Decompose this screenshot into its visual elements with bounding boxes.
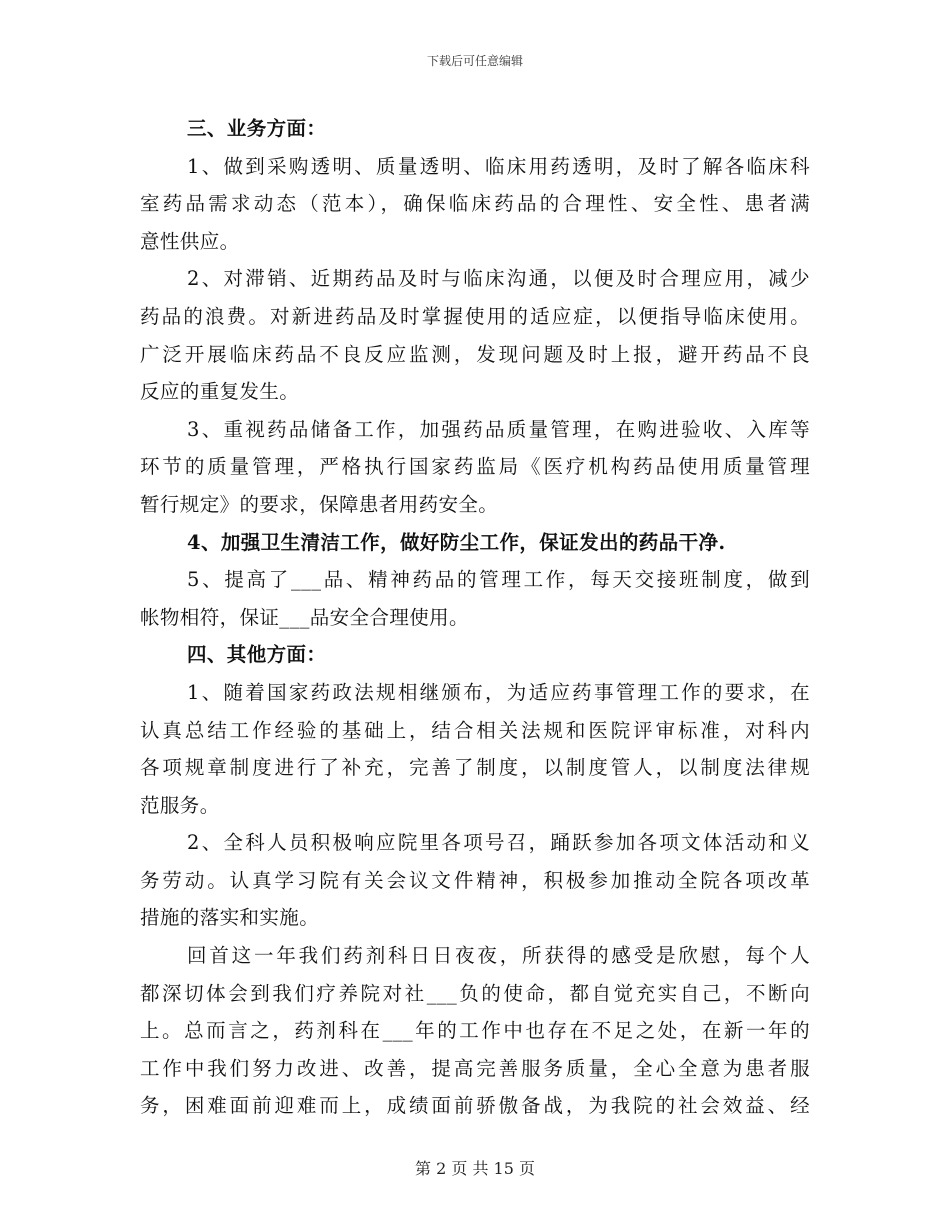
paragraph-line: 广泛开展临床药品不良反应监测，发现问题及时上报，避开药品不良 [140,342,810,366]
paragraph-line: 帐物相符，保证___品安全合理使用。 [140,605,469,629]
paragraph-line: 意性供应。 [140,229,240,253]
paragraph-line: 务劳动。认真学习院有关会议文件精神，积极参加推动全院各项改革 [140,868,810,892]
paragraph-line: 措施的落实和实施。 [140,906,320,930]
paragraph-line: 1、做到采购透明、质量透明、临床用药透明，及时了解各临床科 [187,154,810,178]
paragraph-line: 2、全科人员积极响应院里各项号召，踊跃参加各项文体活动和义 [187,831,810,855]
paragraph-line: 1、随着国家药政法规相继颁布，为适应药事管理工作的要求，在 [187,680,810,704]
paragraph-line: 各项规章制度进行了补充，完善了制度，以制度管人，以制度法律规 [140,756,810,780]
page-header: 下载后可任意编辑 [426,54,523,68]
paragraph-line: 都深切体会到我们疗养院对社___负的使命，都自觉充实自己，不断向 [140,981,810,1005]
paragraph-line: 范服务。 [140,793,220,817]
paragraph-line: 回首这一年我们药剂科日日夜夜，所获得的感受是欣慰，每个人 [187,944,810,968]
paragraph-line: 2、对滞销、近期药品及时与临床沟通，以便及时合理应用，减少 [187,267,810,291]
paragraph-line: 室药品需求动态（范本），确保临床药品的合理性、安全性、患者满 [140,192,810,216]
document-body [140,110,810,1125]
paragraph-line: 药品的浪费。对新进药品及时掌握使用的适应症，以便指导临床使用。 [140,304,810,328]
paragraph-line: 反应的重复发生。 [140,380,300,404]
paragraph-line: 3、重视药品储备工作，加强药品质量管理，在购进验收、入库等 [187,417,810,441]
section-heading-other: 四、其他方面： [187,643,327,667]
paragraph-line: 上。总而言之，药剂科在___年的工作中也存在不足之处，在新一年的 [140,1019,810,1043]
section-heading-business: 三、业务方面： [187,117,327,140]
paragraph-line: 工作中我们努力改进、改善，提高完善服务质量，全心全意为患者服 [140,1056,810,1080]
paragraph-line: 务，困难面前迎难而上，成绩面前骄傲备战，为我院的社会效益、经 [140,1094,810,1118]
paragraph-line: 认真总结工作经验的基础上，结合相关法规和医院评审标准，对科内 [140,718,810,742]
paragraph-line-bold: 4、加强卫生清洁工作，做好防尘工作，保证发出的药品干净. [187,530,726,554]
paragraph-line: 5、提高了___品、精神药品的管理工作，每天交接班制度，做到 [187,568,810,592]
paragraph-line: 环节的质量管理，严格执行国家药监局《医疗机构药品使用质量管理 [140,455,810,479]
paragraph-line: 暂行规定》的要求，保障患者用药安全。 [140,492,499,516]
page-number-footer: 第 2 页 共 15 页 [415,1159,535,1178]
